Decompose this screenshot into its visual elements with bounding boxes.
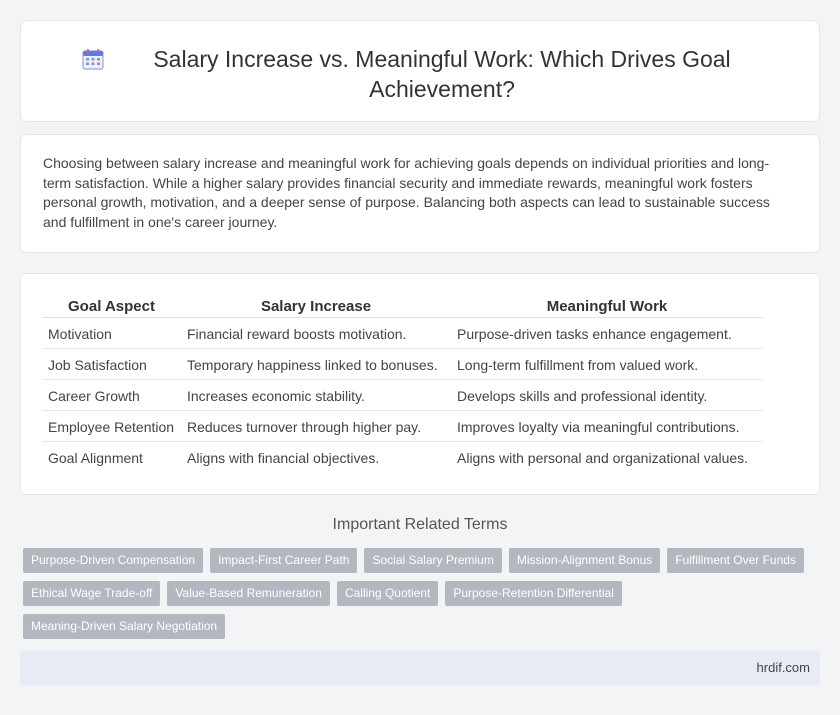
footer-site-link[interactable]: hrdif.com [756, 660, 810, 675]
table-cell-salary: Increases economic stability. [181, 380, 451, 411]
table-cell-aspect: Employee Retention [42, 411, 181, 442]
column-header-meaningful-work: Meaningful Work [451, 295, 763, 318]
table-cell-salary: Financial reward boosts motivation. [181, 318, 451, 349]
table-row [42, 411, 763, 442]
table-cell-meaningful: Improves loyalty via meaningful contributions. [451, 411, 763, 442]
footer [20, 651, 820, 685]
table-cell-meaningful: Purpose-driven tasks enhance engagement. [451, 318, 763, 349]
term-tag[interactable]: Value-Based Remuneration [167, 581, 330, 606]
comparison-card [20, 273, 820, 495]
table-row [42, 349, 763, 380]
table-row [42, 318, 763, 349]
table-cell-meaningful: Develops skills and professional identity. [451, 380, 763, 411]
column-header-goal-aspect: Goal Aspect [42, 295, 181, 318]
table-cell-aspect: Job Satisfaction [42, 349, 181, 380]
table-cell-salary: Temporary happiness linked to bonuses. [181, 349, 451, 380]
intro-paragraph: Choosing between salary increase and meaningful work for achieving goals depends on individual priorities and long-term satisfaction. While a higher salary provides financial security and immediate rewards, meaningful work fosters personal growth, motivation, and a deeper sense of purpose. Balancing both aspects can lead to sustainable success and fulfillment in one's career journey. [43, 155, 770, 230]
term-tag[interactable]: Mission-Alignment Bonus [509, 548, 660, 573]
table-cell-meaningful: Aligns with personal and organizational values. [457, 449, 749, 466]
term-tag[interactable]: Impact-First Career Path [210, 548, 357, 573]
related-terms-heading: Important Related Terms [332, 516, 508, 533]
term-tag[interactable]: Meaning-Driven Salary Negotiation [23, 614, 225, 639]
table-row [42, 442, 763, 473]
table-cell-salary: Aligns with financial objectives. [187, 449, 380, 466]
term-tag[interactable]: Fulfillment Over Funds [667, 548, 804, 573]
table-cell-meaningful: Long-term fulfillment from valued work. [451, 349, 763, 380]
table-cell-salary: Reduces turnover through higher pay. [181, 411, 451, 442]
table-cell-aspect: Career Growth [42, 380, 181, 411]
term-tag[interactable]: Purpose-Retention Differential [445, 581, 622, 606]
comparison-table [42, 295, 763, 473]
related-terms-list [23, 548, 823, 639]
term-tag[interactable]: Social Salary Premium [364, 548, 501, 573]
term-tag[interactable]: Ethical Wage Trade-off [23, 581, 160, 606]
term-tag[interactable]: Purpose-Driven Compensation [23, 548, 203, 573]
table-header-row [42, 295, 763, 318]
calendar-icon [81, 47, 105, 71]
column-header-salary-increase: Salary Increase [181, 295, 451, 318]
intro-card [20, 134, 820, 253]
page-title: Salary Increase vs. Meaningful Work: Which Drives Goal Achievement? [153, 46, 731, 102]
title-card [20, 20, 820, 122]
term-tag[interactable]: Calling Quotient [337, 581, 438, 606]
table-cell-aspect: Goal Alignment [48, 449, 143, 466]
table-cell-aspect: Motivation [42, 318, 181, 349]
table-row [42, 380, 763, 411]
